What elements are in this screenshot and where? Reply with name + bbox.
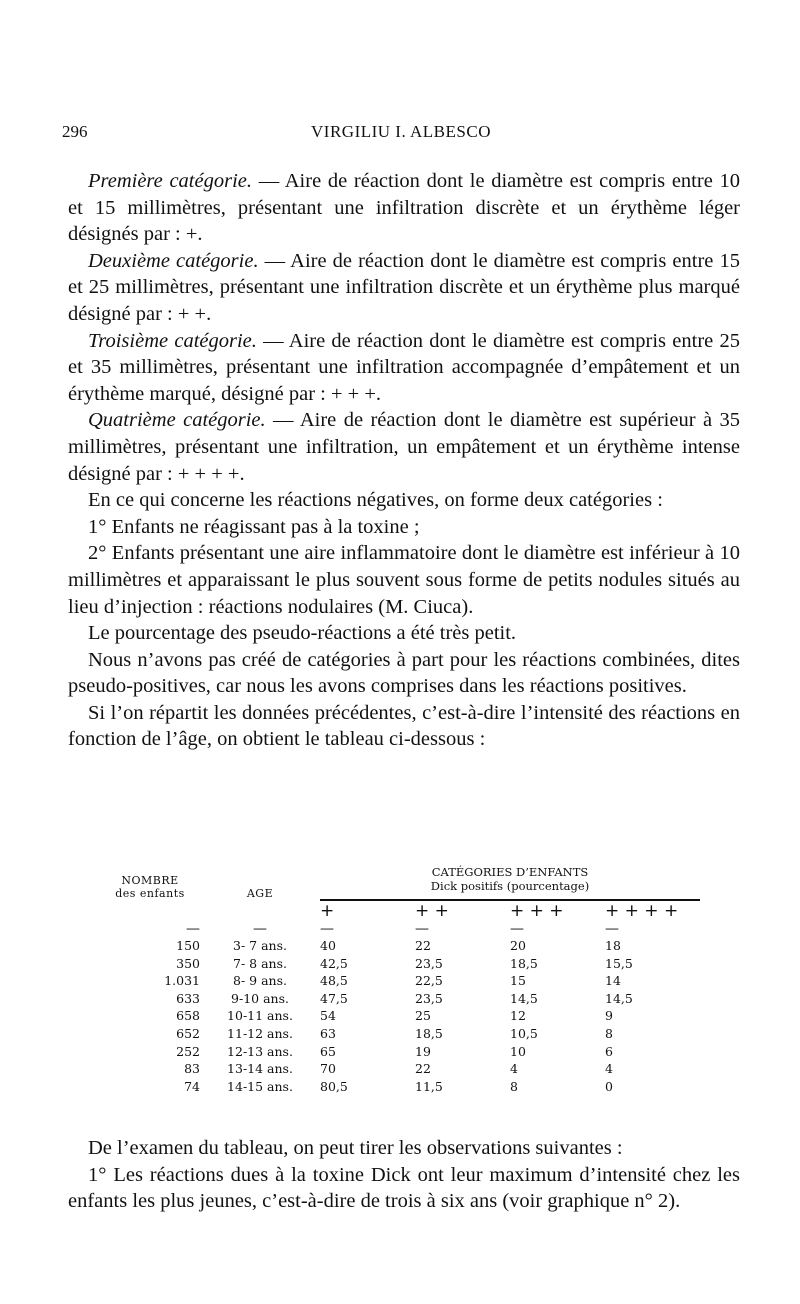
- dash: —: [253, 921, 267, 937]
- cell-cat-1: 48,5: [320, 973, 348, 989]
- cell-nombre: 252: [176, 1043, 200, 1059]
- cell-cat-1: 80,5: [320, 1078, 348, 1094]
- cell-cat-1: 42,5: [320, 955, 348, 971]
- header-nombre-line2: des enfants: [115, 887, 185, 900]
- cell-cat-3: 12: [510, 1008, 526, 1024]
- table-row: [100, 972, 700, 990]
- table-body: [100, 937, 700, 1095]
- page-number: 296: [62, 122, 88, 141]
- page-header: [62, 122, 740, 150]
- table-row: [100, 955, 700, 973]
- table-row: [100, 1043, 700, 1061]
- cell-cat-3: 4: [510, 1061, 518, 1077]
- paragraph-body: — Aire de réaction dont le diamètre est compris entre 15 et 25 millimètres, présentant une infiltration discrète et un érythème plus marqué désigné par : + +.: [68, 249, 740, 325]
- running-head: VIRGILIU I. ALBESCO: [311, 122, 491, 141]
- cell-cat-1: 63: [320, 1025, 336, 1041]
- paragraph-item-2: 2° Enfants présentant une aire inflammatoire dont le diamètre est inférieur à 10 millimètres et apparaissant le plus souvent sous forme de petits nodules situés au lieu d’injection : réactions nodulaires (M. Ciuca).: [68, 542, 740, 618]
- paragraph-body: — Aire de réaction dont le diamètre est compris entre 25 et 35 millimètres, présentant une infiltration accompagnée d’empâtement et un érythème marqué, désigné par : + + +.: [68, 329, 740, 405]
- cell-cat-3: 10,5: [510, 1025, 538, 1041]
- cell-cat-3: 8: [510, 1078, 518, 1094]
- cell-cat-2: 22: [415, 938, 431, 953]
- paragraph-quatrieme: [68, 407, 740, 487]
- cell-age: 13-14 ans.: [227, 1061, 293, 1077]
- dash: —: [320, 921, 334, 937]
- paragraph-deuxieme: [68, 248, 740, 328]
- closing-text: [68, 1135, 740, 1215]
- cell-cat-1: 40: [320, 938, 336, 953]
- cell-age: 10-11 ans.: [227, 1008, 293, 1024]
- cell-cat-2: 19: [415, 1043, 431, 1059]
- cell-age: 14-15 ans.: [227, 1078, 293, 1094]
- cell-cat-4: 8: [605, 1025, 613, 1041]
- cell-cat-4: 15,5: [605, 955, 633, 971]
- cell-cat-1: 65: [320, 1043, 336, 1059]
- cell-cat-4: 0: [605, 1078, 613, 1094]
- closing-paragraph-2: 1° Les réactions dues à la toxine Dick ont leur maximum d’intensité chez les enfants les plus jeunes, c’est-à-dire de trois à six ans (voir graphique n° 2).: [68, 1163, 740, 1213]
- cell-cat-3: 14,5: [510, 990, 538, 1006]
- cell-cat-4: 9: [605, 1008, 613, 1024]
- cell-age: 3- 7 ans.: [233, 938, 287, 953]
- cell-cat-4: 18: [605, 938, 621, 953]
- cell-cat-2: 23,5: [415, 990, 443, 1006]
- header-age: AGE: [246, 887, 274, 900]
- cell-cat-2: 23,5: [415, 955, 443, 971]
- cell-cat-4: 6: [605, 1043, 613, 1059]
- cell-cat-3: 15: [510, 973, 526, 989]
- cell-cat-1: 54: [320, 1008, 336, 1024]
- header-sign-2: + +: [415, 900, 510, 921]
- paragraph-body: — Aire de réaction dont le diamètre est compris entre 10 et 15 millimètres, présentant une infiltration discrète et un érythème léger désignés par : +.: [68, 170, 740, 246]
- cell-cat-2: 25: [415, 1008, 431, 1024]
- header-sign-1: +: [320, 900, 415, 921]
- cell-age: 11-12 ans.: [227, 1025, 293, 1041]
- cell-nombre: 150: [176, 938, 200, 953]
- cell-cat-3: 18,5: [510, 955, 538, 971]
- cell-nombre: 658: [176, 1008, 200, 1024]
- header-nombre-line1: NOMBRE: [121, 874, 179, 887]
- paragraph-negatives: En ce qui concerne les réactions négatives, on forme deux catégories :: [88, 489, 663, 512]
- cell-cat-3: 20: [510, 938, 526, 953]
- cell-cat-2: 22: [415, 1061, 431, 1077]
- cell-cat-3: 10: [510, 1043, 526, 1059]
- table-row: [100, 1007, 700, 1025]
- dash: —: [186, 921, 200, 937]
- cell-cat-2: 11,5: [415, 1078, 443, 1094]
- paragraph-repartition: Si l’on répartit les données précédentes, c’est-à-dire l’intensité des réactions en fonction de l’âge, on obtient le tableau ci-dessous :: [68, 701, 740, 751]
- paragraph-lead: Troisième catégorie.: [88, 329, 257, 352]
- cell-nombre: 652: [176, 1025, 200, 1041]
- cell-cat-4: 4: [605, 1061, 613, 1077]
- dash: —: [510, 921, 524, 937]
- data-table: [100, 865, 700, 1095]
- table-row: [100, 1060, 700, 1078]
- header-categories-title: CATÉGORIES D’ENFANTS: [431, 865, 589, 879]
- cell-age: 8- 9 ans.: [233, 973, 287, 989]
- table-row: [100, 990, 700, 1008]
- paragraph-pourcentage: Le pourcentage des pseudo-réactions a été très petit.: [88, 622, 517, 645]
- paragraph-combinees: Nous n’avons pas créé de catégories à part pour les réactions combinées, dites pseudo-positives, car nous les avons comprises dans les réactions positives.: [68, 648, 740, 698]
- cell-cat-2: 22,5: [415, 973, 443, 989]
- cell-nombre: 350: [176, 955, 200, 971]
- cell-nombre: 633: [176, 990, 200, 1006]
- header-sign-4: + + + +: [605, 900, 700, 921]
- cell-cat-1: 70: [320, 1061, 336, 1077]
- body-text: [68, 168, 740, 753]
- cell-cat-4: 14,5: [605, 990, 633, 1006]
- header-sign-3: + + +: [510, 900, 605, 921]
- table-row: [100, 1025, 700, 1043]
- cell-age: 7- 8 ans.: [233, 955, 287, 971]
- cell-age: 12-13 ans.: [227, 1043, 293, 1059]
- cell-cat-2: 18,5: [415, 1025, 443, 1041]
- header-nombre: [100, 865, 200, 900]
- table-row: [100, 1078, 700, 1096]
- paragraph-troisieme: [68, 328, 740, 408]
- paragraph-lead: Première catégorie.: [88, 170, 252, 192]
- paragraph-lead: Deuxième catégorie.: [88, 249, 259, 272]
- table-row: [100, 937, 700, 955]
- dash: —: [605, 921, 619, 937]
- paragraph-body: — Aire de réaction dont le diamètre est supérieur à 35 millimètres, présentant une infiltration, un empâtement et un érythème intense désigné par : + + + +.: [68, 409, 740, 485]
- paragraph-item-1: 1° Enfants ne réagissant pas à la toxine ;: [88, 515, 420, 538]
- cell-nombre: 74: [184, 1078, 200, 1094]
- cell-cat-1: 47,5: [320, 990, 348, 1006]
- cell-nombre: 83: [184, 1061, 200, 1077]
- cell-cat-4: 14: [605, 973, 621, 989]
- cell-age: 9-10 ans.: [231, 990, 289, 1006]
- header-categories-subtitle: Dick positifs (pourcentage): [430, 879, 590, 893]
- closing-paragraph-1: De l’examen du tableau, on peut tirer les observations suivantes :: [88, 1137, 623, 1159]
- cell-nombre: 1.031: [164, 973, 200, 989]
- paragraph-premiere: [68, 168, 740, 248]
- paragraph-lead: Quatrième catégorie.: [88, 409, 266, 432]
- dash: —: [415, 921, 429, 937]
